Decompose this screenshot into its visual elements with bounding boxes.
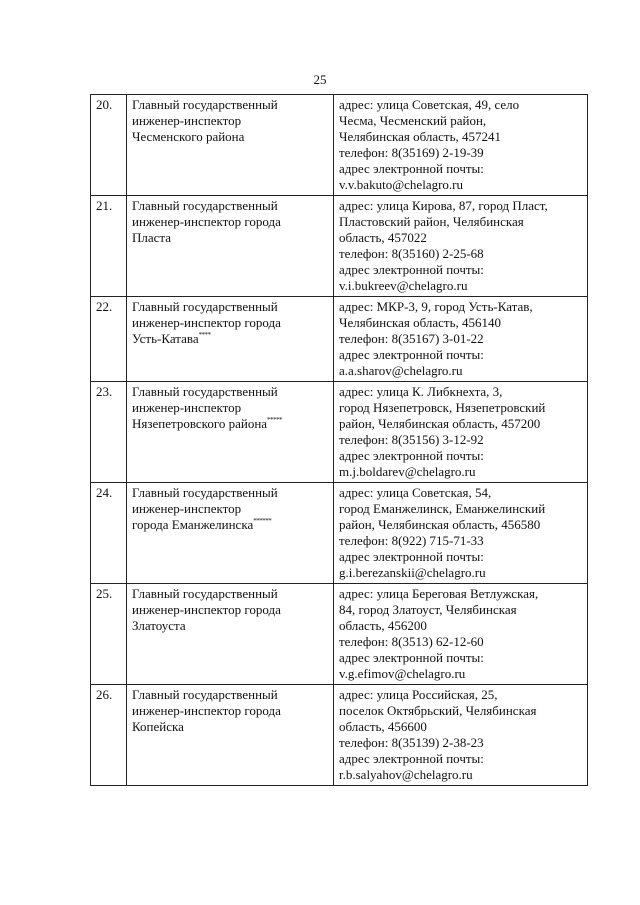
position-title-line	[132, 315, 329, 331]
address-line: район, Челябинская область, 456580	[339, 517, 541, 532]
email-link[interactable]: m.j.boldarev@chelagro.ru	[339, 464, 476, 479]
row-number: 21.	[91, 196, 127, 297]
phone-line: телефон: 8(3513) 62-12-60	[339, 634, 484, 649]
address-line: адрес: улица К. Либкнехта, 3,	[339, 384, 503, 399]
position-title	[127, 196, 334, 297]
table-row	[91, 297, 588, 382]
position-title-text: инженер-инспектор города	[132, 315, 281, 330]
email-link[interactable]: v.g.efimov@chelagro.ru	[339, 666, 466, 681]
address-line: адрес: улица Российская, 25,	[339, 687, 498, 702]
footnote-mark: ****	[198, 331, 211, 339]
position-title-line	[132, 517, 329, 533]
position-title	[127, 95, 334, 196]
address-line: адрес: МКР-3, 9, город Усть-Катав,	[339, 299, 533, 314]
email-label: адрес электронной почты:	[339, 549, 484, 564]
position-title-line	[132, 602, 329, 618]
position-title	[127, 382, 334, 483]
phone-line: телефон: 8(922) 715-71-33	[339, 533, 484, 548]
phone-line: телефон: 8(35160) 2-25-68	[339, 246, 484, 261]
position-title-line	[132, 230, 329, 246]
address-line: город Еманжелинск, Еманжелинский	[339, 501, 546, 516]
position-title-line	[132, 97, 329, 113]
table-row	[91, 382, 588, 483]
position-title-text: Главный государственный	[132, 97, 278, 112]
address-line: область, 456200	[339, 618, 427, 633]
row-number: 26.	[91, 685, 127, 786]
address-line: адрес: улица Советская, 54,	[339, 485, 492, 500]
position-title-line	[132, 299, 329, 315]
row-number: 24.	[91, 483, 127, 584]
contact-details	[334, 297, 588, 382]
position-title-text: Главный государственный	[132, 198, 278, 213]
position-title-line	[132, 586, 329, 602]
position-title-line	[132, 331, 329, 347]
position-title-line	[132, 687, 329, 703]
contact-details	[334, 584, 588, 685]
position-title-text: Чесменского района	[132, 129, 245, 144]
position-title-text: Главный государственный	[132, 299, 278, 314]
email-link[interactable]: v.v.bakuto@chelagro.ru	[339, 177, 463, 192]
position-title-text: инженер-инспектор города	[132, 602, 281, 617]
contact-details	[334, 196, 588, 297]
address-line: район, Челябинская область, 457200	[339, 416, 541, 431]
position-title-line	[132, 618, 329, 634]
phone-line: телефон: 8(35169) 2-19-39	[339, 145, 484, 160]
position-title-text: Главный государственный	[132, 485, 278, 500]
email-label: адрес электронной почты:	[339, 262, 484, 277]
address-line: адрес: улица Кирова, 87, город Пласт,	[339, 198, 548, 213]
phone-line: телефон: 8(35139) 2-38-23	[339, 735, 484, 750]
email-label: адрес электронной почты:	[339, 650, 484, 665]
page-number: 25	[313, 72, 327, 87]
contact-details	[334, 95, 588, 196]
position-title-text: инженер-инспектор города	[132, 214, 281, 229]
address-line: Челябинская область, 457241	[339, 129, 502, 144]
position-title-text: инженер-инспектор	[132, 400, 242, 415]
position-title-text: Златоуста	[132, 618, 186, 633]
footnote-mark: ******	[253, 517, 272, 525]
position-title-line	[132, 416, 329, 432]
email-label: адрес электронной почты:	[339, 161, 484, 176]
row-number: 23.	[91, 382, 127, 483]
email-link[interactable]: r.b.salyahov@chelagro.ru	[339, 767, 473, 782]
email-link[interactable]: v.i.bukreev@chelagro.ru	[339, 278, 468, 293]
row-number: 22.	[91, 297, 127, 382]
position-title-text: инженер-инспектор	[132, 501, 242, 516]
position-title-line	[132, 485, 329, 501]
position-title-text: Пласта	[132, 230, 172, 245]
table-row	[91, 483, 588, 584]
table-row	[91, 196, 588, 297]
position-title-text: Главный государственный	[132, 687, 278, 702]
email-link[interactable]: a.a.sharov@chelagro.ru	[339, 363, 463, 378]
contact-details	[334, 685, 588, 786]
position-title-text: Усть-Катава	[132, 331, 199, 346]
row-number: 25.	[91, 584, 127, 685]
position-title-line	[132, 400, 329, 416]
position-title-text: Нязепетровского района	[132, 416, 268, 431]
footnote-mark: *****	[267, 416, 283, 424]
position-title-line	[132, 214, 329, 230]
position-title	[127, 584, 334, 685]
phone-line: телефон: 8(35167) 3-01-22	[339, 331, 484, 346]
position-title-text: инженер-инспектор города	[132, 703, 281, 718]
table-row	[91, 95, 588, 196]
position-title	[127, 685, 334, 786]
position-title-text: инженер-инспектор	[132, 113, 242, 128]
address-line: адрес: улица Береговая Ветлужская,	[339, 586, 539, 601]
phone-line: телефон: 8(35156) 3-12-92	[339, 432, 484, 447]
email-link[interactable]: g.i.berezanskii@chelagro.ru	[339, 565, 486, 580]
table-body	[91, 95, 588, 786]
address-line: Чесма, Чесменский район,	[339, 113, 487, 128]
address-line: Челябинская область, 456140	[339, 315, 502, 330]
address-line: область, 457022	[339, 230, 427, 245]
address-line: область, 456600	[339, 719, 427, 734]
email-label: адрес электронной почты:	[339, 751, 484, 766]
address-line: 84, город Златоуст, Челябинская	[339, 602, 517, 617]
position-title	[127, 297, 334, 382]
row-number: 20.	[91, 95, 127, 196]
address-line: Пластовский район, Челябинская	[339, 214, 524, 229]
email-label: адрес электронной почты:	[339, 347, 484, 362]
position-title	[127, 483, 334, 584]
contact-details	[334, 382, 588, 483]
table-row	[91, 685, 588, 786]
position-title-line	[132, 113, 329, 129]
position-title-line	[132, 703, 329, 719]
position-title-text: Копейска	[132, 719, 184, 734]
position-title-line	[132, 501, 329, 517]
position-title-line	[132, 129, 329, 145]
position-title-line	[132, 198, 329, 214]
position-title-line	[132, 719, 329, 735]
address-line: адрес: улица Советская, 49, село	[339, 97, 520, 112]
address-line: поселок Октябрьский, Челябинская	[339, 703, 537, 718]
contact-details	[334, 483, 588, 584]
table-row	[91, 584, 588, 685]
position-title-text: Главный государственный	[132, 384, 278, 399]
position-title-text: города Еманжелинска	[132, 517, 254, 532]
address-line: город Нязепетровск, Нязепетровский	[339, 400, 546, 415]
position-title-line	[132, 384, 329, 400]
position-title-text: Главный государственный	[132, 586, 278, 601]
email-label: адрес электронной почты:	[339, 448, 484, 463]
inspector-table	[90, 94, 588, 786]
